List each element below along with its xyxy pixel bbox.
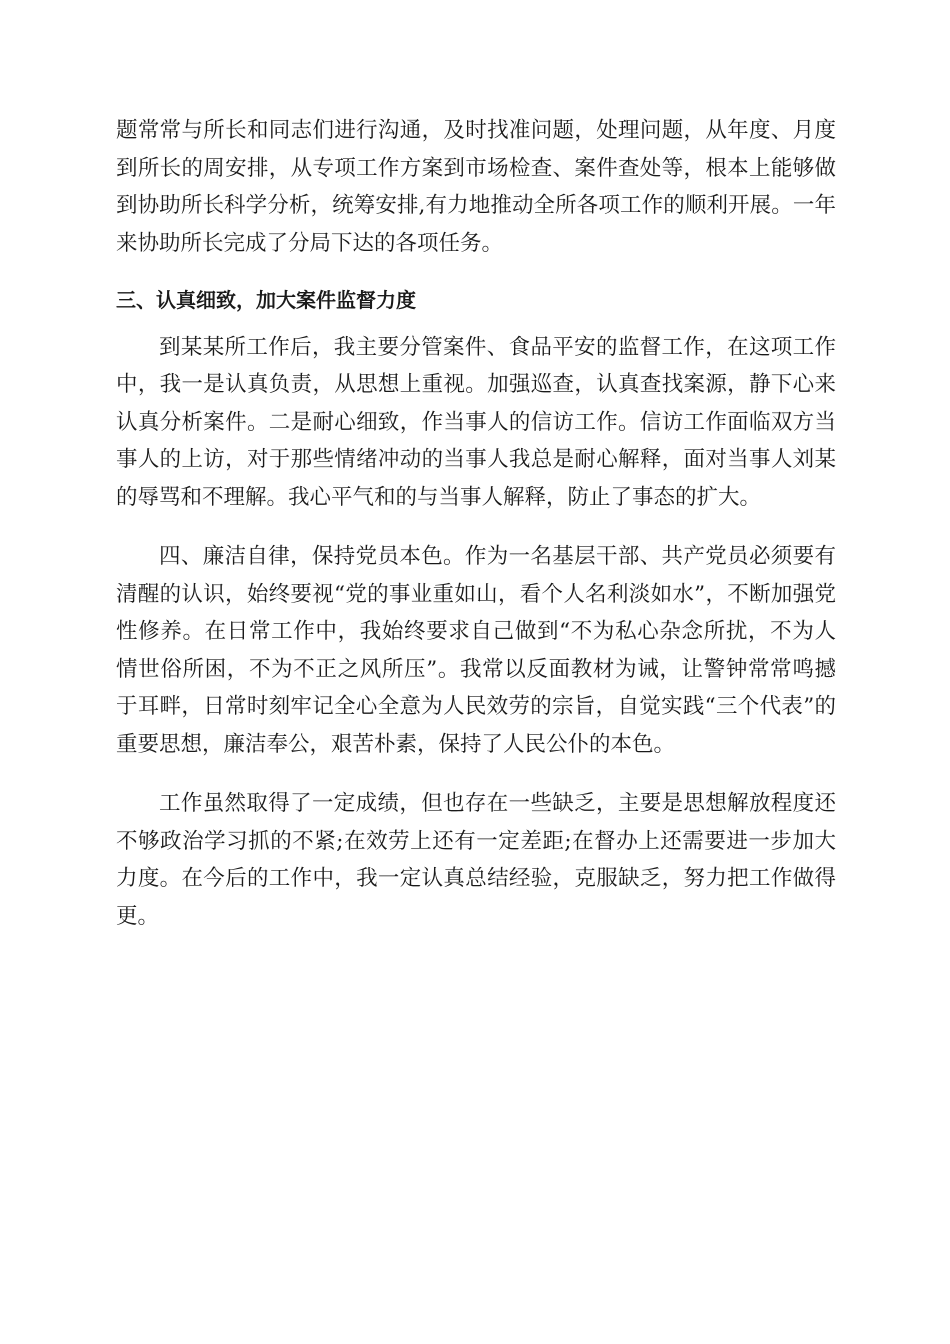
- document-page: [116, 112, 836, 935]
- paragraph-section-3: 到某某所工作后，我主要分管案件、食品平安的监督工作，在这项工作中，我一是认真负责，从思想上重视。加强巡查，认真查找案源，静下心来认真分析案件。二是耐心细致，作当事人的信访工作。信访工作面临双方当事人的上访，对于那些情绪冲动的当事人我总是耐心解释，面对当事人刘某的辱骂和不理解。我心平气和的与当事人解释，防止了事态的扩大。: [116, 334, 836, 510]
- section-heading-3: 三、认真细致，加大案件监督力度: [116, 288, 416, 312]
- paragraph-continued: 题常常与所长和同志们进行沟通，及时找准问题，处理问题，从年度、月度到所长的周安排，从专项工作方案到市场检查、案件查处等，根本上能够做到协助所长科学分析，统筹安排,有力地推动全所各项工作的顺利开展。一年来协助所长完成了分局下达的各项任务。: [116, 118, 836, 256]
- paragraph-section-4: 四、廉洁自律，保持党员本色。作为一名基层干部、共产党员必须要有清醒的认识，始终要视“党的事业重如山，看个人名利淡如水”，不断加强党性修养。在日常工作中，我始终要求自己做到“不为私心杂念所扰，不为人情世俗所困，不为不正之风所压”。我常以反面教材为诫，让警钟常常鸣撼于耳畔，日常时刻牢记全心全意为人民效劳的宗旨，自觉实践“三个代表”的重要思想，廉洁奉公，艰苦朴素，保持了人民公仆的本色。: [116, 544, 836, 757]
- paragraph-conclusion: 工作虽然取得了一定成绩，但也存在一些缺乏，主要是思想解放程度还不够政治学习抓的不紧;在效劳上还有一定差距;在督办上还需要进一步加大力度。在今后的工作中，我一定认真总结经验，克服缺乏，努力把工作做得更。: [116, 791, 836, 929]
